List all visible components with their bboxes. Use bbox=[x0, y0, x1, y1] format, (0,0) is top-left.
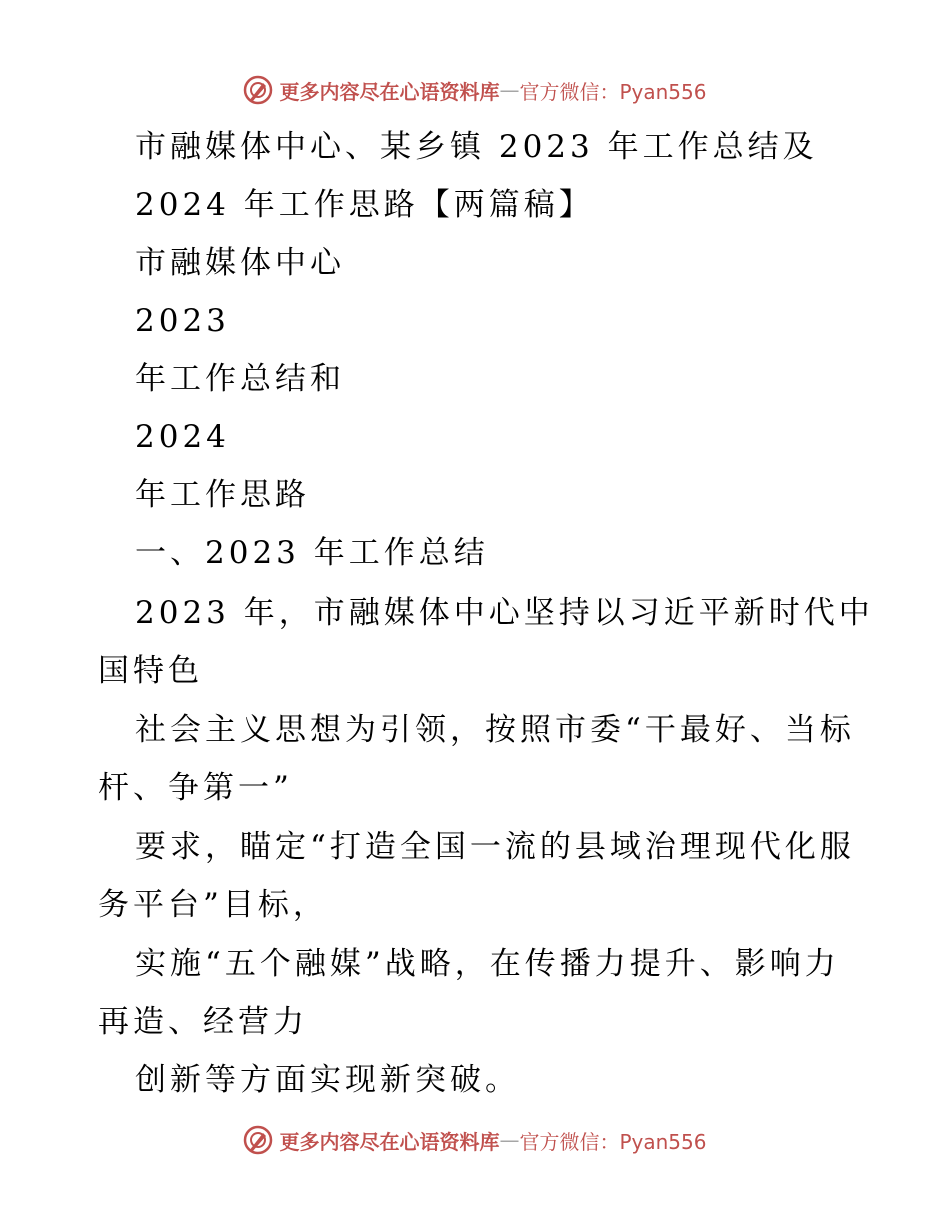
watermark-wechat: 官方微信：Pyan556 bbox=[519, 79, 707, 104]
watermark-wechat: 官方微信：Pyan556 bbox=[519, 1129, 707, 1154]
logo-icon bbox=[243, 1125, 273, 1155]
doc-paragraph-line: 再造、经营力 bbox=[98, 1004, 308, 1040]
doc-paragraph-line: 2023 年，市融媒体中心坚持以习近平新时代中 bbox=[135, 595, 874, 631]
doc-paragraph-line: 创新等方面实现新突破。 bbox=[135, 1062, 520, 1098]
footer-watermark bbox=[0, 1120, 950, 1160]
watermark-separator: — bbox=[499, 1128, 520, 1152]
doc-paragraph-line: 杆、争第一” bbox=[98, 770, 293, 806]
doc-subtitle-line-4: 2024 bbox=[135, 419, 230, 455]
logo-icon bbox=[243, 75, 273, 105]
watermark-brand: 更多内容尽在心语资料库 bbox=[279, 79, 500, 104]
doc-subtitle-line-5: 年工作思路 bbox=[135, 477, 310, 513]
doc-title-line-1: 市融媒体中心、某乡镇 2023 年工作总结及 bbox=[135, 129, 818, 165]
doc-paragraph-line: 社会主义思想为引领，按照市委“干最好、当标 bbox=[135, 712, 855, 748]
doc-paragraph-line: 要求，瞄定“打造全国一流的县域治理现代化服 bbox=[135, 829, 855, 865]
doc-subtitle-line-1: 市融媒体中心 bbox=[135, 245, 345, 281]
doc-subtitle-line-2: 2023 bbox=[135, 303, 230, 339]
doc-paragraph-line: 国特色 bbox=[98, 653, 203, 689]
doc-subtitle-line-3: 年工作总结和 bbox=[135, 361, 345, 397]
watermark-brand: 更多内容尽在心语资料库 bbox=[279, 1129, 500, 1154]
watermark-separator: — bbox=[499, 78, 520, 102]
doc-paragraph-line: 实施“五个融媒”战略，在传播力提升、影响力 bbox=[135, 946, 840, 982]
doc-paragraph-line: 务平台”目标， bbox=[98, 887, 328, 923]
doc-section-heading: 一、2023 年工作总结 bbox=[135, 535, 489, 571]
doc-title-line-2: 2024 年工作思路【两篇稿】 bbox=[135, 187, 594, 223]
header-watermark bbox=[0, 70, 950, 110]
